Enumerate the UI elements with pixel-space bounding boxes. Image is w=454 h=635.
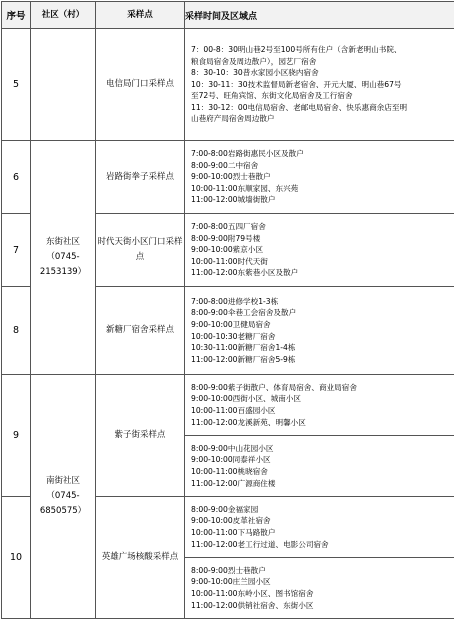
time-line: 9:00-10:00同泰祥小区 xyxy=(191,454,453,466)
time-line: 10:00-11:00下马路散户 xyxy=(191,527,453,539)
time-cell xyxy=(185,558,454,619)
time-line: 至72号、旺角宾馆、东街文化局宿舍及工行宿舍 xyxy=(191,90,453,102)
time-line: 8:00-9:00紫子街散户、体育局宿舍、商业局宿舍 xyxy=(191,382,453,394)
time-line: 8:00-9:00烈士巷散户 xyxy=(191,565,453,577)
time-line: 10:00-11:00东顺家园、东兴苑 xyxy=(191,183,453,195)
site-cell: 紫子街采样点 xyxy=(96,375,185,497)
time-line: 10:30-11:00新糖厂宿舍1-4栋 xyxy=(191,342,453,354)
row-no: 8 xyxy=(2,287,31,375)
table-row xyxy=(2,375,454,436)
time-line: 8:00-9:00二中宿舍 xyxy=(191,160,453,172)
row-no: 10 xyxy=(2,497,31,619)
header-site: 采样点 xyxy=(96,2,185,29)
time-line: 11:00-12:00供销社宿舍、东街小区 xyxy=(191,600,453,612)
time-line: 7：00-8：30明山巷2号至100号所有住户（含新老明山书院、 xyxy=(191,44,453,56)
site-cell: 英雄广场核酸采样点 xyxy=(96,497,185,619)
community-name: 南街社区 xyxy=(46,476,80,486)
time-cell xyxy=(185,141,454,214)
table-header-row xyxy=(2,2,454,29)
time-line: 粮食局宿舍及周边散户），园艺厂宿舍 xyxy=(191,56,453,68)
time-line: 8:00-9:00中山花园小区 xyxy=(191,443,453,455)
time-line: 7:00-8:00岩路街惠民小区及散户 xyxy=(191,148,453,160)
time-line: 11:00-12:00东紫巷小区及散户 xyxy=(191,267,453,279)
time-line: 11:00-12:00老工行过道、电影公司宿舍 xyxy=(191,539,453,551)
community-phone: （0745-2153139） xyxy=(40,252,86,277)
time-line: 10：30-11：30技术监督局新老宿舍、开元大厦、明山巷67号 xyxy=(191,79,453,91)
community-name: 东街社区 xyxy=(46,237,80,247)
time-line: 11：30-12：00电信局宿舍、老邮电局宿舍、快乐惠商余店至明 xyxy=(191,102,453,114)
table-row xyxy=(2,141,454,214)
row-no: 6 xyxy=(2,141,31,214)
time-line: 9:00-10:00庄兰园小区 xyxy=(191,576,453,588)
time-line: 10:00-11:00桃晓宿舍 xyxy=(191,466,453,478)
site-cell: 电信局门口采样点 xyxy=(96,29,185,141)
row-no: 5 xyxy=(2,29,31,141)
community-cell-nanjie xyxy=(31,375,96,619)
time-line: 8:00-9:00伞巷工会宿舍及散户 xyxy=(191,307,453,319)
time-line: 11:00-12:00城墙街散户 xyxy=(191,194,453,206)
time-line: 9:00-10:00紫京小区 xyxy=(191,244,453,256)
site-cell: 岩路街拳子采样点 xyxy=(96,141,185,214)
community-cell xyxy=(31,29,96,141)
header-no: 序号 xyxy=(2,2,31,29)
header-community: 社区（村） xyxy=(31,2,96,29)
site-cell: 时代天街小区门口采样点 xyxy=(96,214,185,287)
row-no: 9 xyxy=(2,375,31,497)
community-phone: （0745-6850575） xyxy=(40,491,86,516)
sampling-schedule-table xyxy=(1,1,454,619)
time-line: 7:00-8:00五四厂宿舍 xyxy=(191,221,453,233)
time-line: 7:00-8:00进修学校1-3栋 xyxy=(191,296,453,308)
time-line: 8:00-9:00附79号楼 xyxy=(191,233,453,245)
time-cell xyxy=(185,497,454,558)
table-row xyxy=(2,29,454,141)
time-line: 11:00-12:00龙溪新苑、明馨小区 xyxy=(191,417,453,429)
time-line: 9:00-10:00西街小区、城南小区 xyxy=(191,393,453,405)
time-cell xyxy=(185,436,454,497)
time-cell xyxy=(185,214,454,287)
time-cell xyxy=(185,287,454,375)
site-cell: 新糖厂宿舍采样点 xyxy=(96,287,185,375)
header-time: 采样时间及区域点 xyxy=(185,2,454,29)
time-line: 11:00-12:00广源商住楼 xyxy=(191,478,453,490)
time-line: 9:00-10:00烈士巷散户 xyxy=(191,171,453,183)
time-cell xyxy=(185,29,454,141)
time-line: 11:00-12:00新糖厂宿舍5-9栋 xyxy=(191,354,453,366)
time-line: 8：30-10：30普水家园小区骁内宿舍 xyxy=(191,67,453,79)
community-cell-dongjie xyxy=(31,141,96,375)
time-cell xyxy=(185,375,454,436)
time-line: 9:00-10:00皮革社宿舍 xyxy=(191,515,453,527)
time-line: 10:00-11:00东岭小区、图书馆宿舍 xyxy=(191,588,453,600)
row-no: 7 xyxy=(2,214,31,287)
time-line: 山巷府产局宿舍周边散户 xyxy=(191,113,453,125)
time-line: 10:00-10:30老糖厂宿舍 xyxy=(191,331,453,343)
time-line: 8:00-9:00金福家园 xyxy=(191,504,453,516)
time-line: 10:00-11:00百盛园小区 xyxy=(191,405,453,417)
time-line: 9:00-10:00卫健局宿舍 xyxy=(191,319,453,331)
time-line: 10:00-11:00时代天街 xyxy=(191,256,453,268)
